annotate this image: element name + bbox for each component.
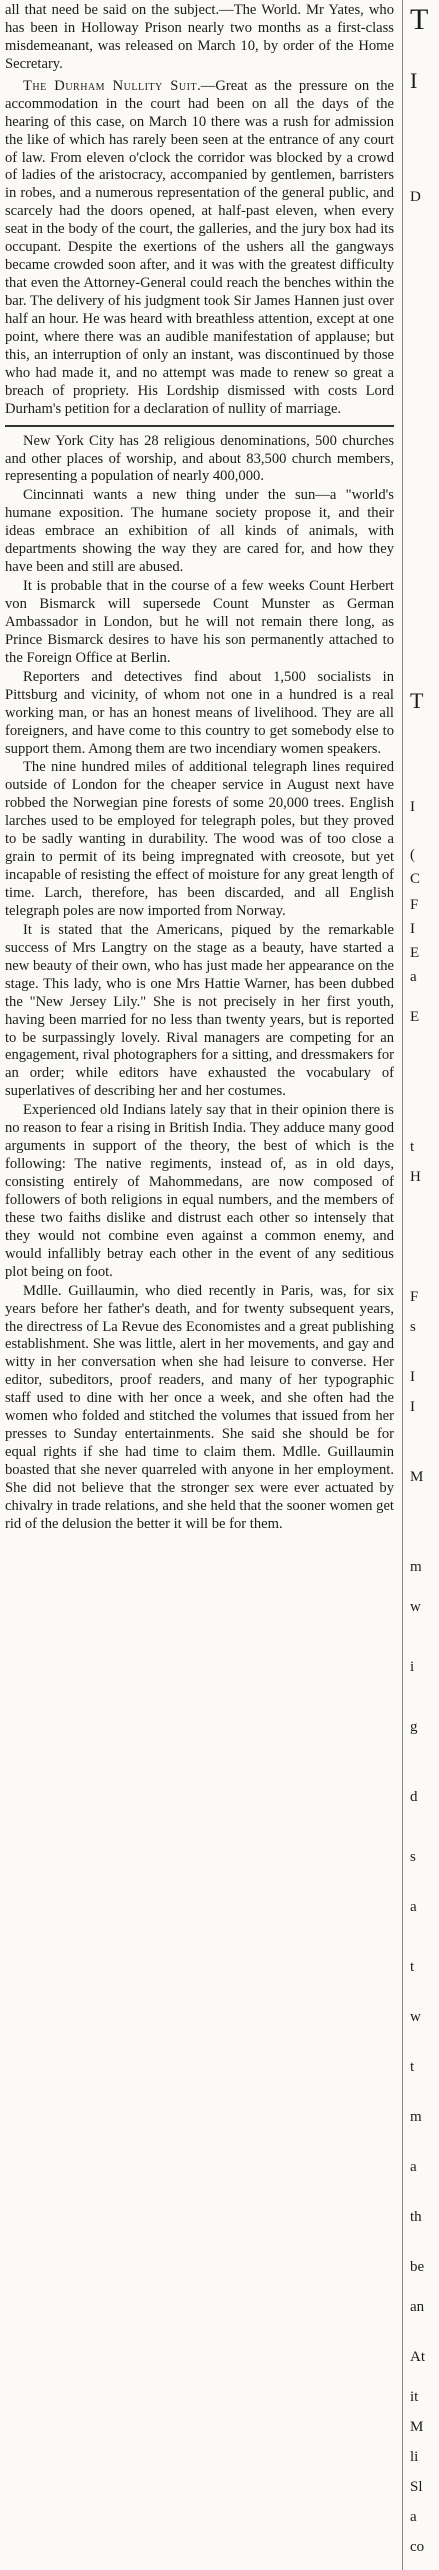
cut-off-text-fragment: g [410,1719,418,1735]
cut-off-text-fragment: H [410,1169,421,1185]
cut-off-text-fragment: m [410,1559,422,1575]
cut-off-text-fragment: t [410,1959,415,1975]
cut-off-text-fragment: w [410,2009,421,2025]
cut-off-text-fragment: a [410,1899,417,1915]
paragraph-text: Cincinnati wants a new thing under the sun—a "world's humane exposition. The humane society propose it, and their ideas embrace an exhibition of all kinds of animals, with departments showing the way they are cared for, and how they have been and still are abused. [5,487,394,576]
paragraph-text: Experienced old Indians lately say that in their opinion there is no reason to fear a rising in British India. They adduce many good arguments in support of the theory, the best of which is the following: The native regiments, instead of, as in old days, consisting entirely of Mahommedans, are now composed of followers of both religions in equal numbers, and the members of these two faiths dislike and distrust each other so intensely that they would not combine even against a common enemy, and would infallibly betray each other in the event of any seditious plot being on foot. [5,1102,394,1280]
cut-off-text-fragment: T [410,3,429,36]
cut-off-text-fragment: I [410,68,418,93]
cut-off-text-fragment: F [410,1289,419,1305]
cut-off-text-fragment: a [410,2509,417,2525]
cut-off-text-fragment: I [410,1369,415,1385]
section-lead: The Durham Nullity Suit [23,77,198,94]
paragraph-text: Reporters and detectives find about 1,500 socialists in Pittsburg and vicinity, of whom not one in a hundred is a real working man, or has an honest means of livelihood. They are all foreigners, and have come to this country to get somebody else to support them. Among them are two incendiary women speakers. [5,668,394,757]
paragraph-text: It is stated that the Americans, piqued by the remarkable success of Mrs Langtry on the stage as a beauty, have started a new beauty of their own, who has just made her appearance on the stage. This lady, who is one Mrs Hattie Warner, has been dubbed the "New Jersey Lily." She is not precisely in her first youth, having been married for no less than twenty years, but is reported to be surpassingly lovely. Rival managers are competing for an engagement, rival photographers for a sitting, and dressmakers for an order; while editors have exhausted the vocabulary of superlatives of describing her and her costumes. [5,921,394,1100]
article-paragraph [5,759,394,920]
cut-off-text-fragment: be [410,2259,425,2275]
article-paragraph [5,922,394,1101]
paragraph-text: Mdlle. Guillaumin, who died recently in Paris, was, for six years before her father's death, and for twenty subsequent years, the directress of La Revue des Economistes and a great publishing establishment. She was little, alert in her movements, and gay and witty in her conversation when she had leisure to converse. Her editor, subeditors, proof readers, and many of her typographic staff used to dine with her once a week, and she often had the women who folded and stitched the volumes that issued from her presses to Sunday entertainments. She said she should be for equal rights if she had time to claim them. Mdlle. Guillaumin boasted that she never quarreled with anyone in her employment. She did not believe that the stronger sex were ever actuated by chivalry in trade relations, and she held that the sooner women get rid of the delusion the better it will be for them. [5,1282,394,1532]
article-paragraph [5,487,394,577]
cut-off-text-fragment: I [410,1399,415,1415]
cut-off-text-fragment: t [410,1139,415,1155]
cut-off-text-fragment: li [410,2449,419,2465]
cut-off-text-fragment: w [410,1599,421,1615]
article-paragraph [5,2,394,74]
adjacent-column-fragment [407,0,439,2570]
section-divider [5,425,394,427]
article-paragraph [5,669,394,759]
cut-off-text-fragment: m [410,2109,422,2125]
paragraph-text: all that need be said on the subject.—The World. Mr Yates, who has been in Holloway Prison nearly two months as a first-class misdemeanant, was released on March 10, by order of the Home Secretary. [5,2,394,72]
cut-off-text-fragment: I [410,799,415,815]
cut-off-text-fragment: D [410,189,421,205]
cut-off-text-fragment: ( [410,847,415,863]
cut-off-text-fragment: i [410,1659,415,1675]
article-paragraph [5,78,394,419]
cut-off-text-fragment: co [410,2539,425,2555]
article-paragraph [5,1102,394,1281]
paragraph-text: It is probable that in the course of a few weeks Count Herbert von Bismarck will supersede Count Munster as German Ambassador in London, but he will not remain there long, as Prince Bismarck desires to have his son permanently attached to the Foreign Office at Berlin. [5,578,394,666]
cut-off-text-fragment: C [410,871,421,887]
cut-off-text-fragment: E [410,1009,420,1025]
cut-off-text-fragment: an [410,2299,425,2315]
cut-off-text-fragment: F [410,897,419,913]
cut-off-text-fragment: a [410,2159,417,2175]
cut-off-text-fragment: At [410,2349,425,2365]
cut-off-text-fragment: d [410,1789,418,1805]
cut-off-text-fragment: s [410,1849,416,1865]
cut-off-text-fragment: Sl [410,2479,423,2495]
cut-off-text-fragment: I [410,921,415,937]
paragraph-text: .—Great as the pressure on the accommodation in the court had been on all the days of the hearing of this case, on March 10 there was a rush for admission the like of which has rarely been seen at the entrance of any court of law. From eleven o'clock the corridor was blocked by a crowd of ladies of the aristocracy, accompanied by gentlemen, barristers in robes, and a numerous representation of the general public, and scarcely had the doors opened, at half-past eleven, when every seat in the body of the court, the galleries, and the jury box had its occupant. Despite the exertions of the ushers all the gangways became crowded soon after, and it was with the greatest difficulty that even the Attorney-General could reach the benches within the bar. The delivery of his judgment took Sir James Hannen just over half an hour. He was heard with breathless attention, except at one point, where there was an audible manifestation of applause; but this, an interruption of only an instant, was discontinued by those who had made it, and no attempt was made to renew so great a breach of propriety. His Lordship dismissed with costs Lord Durham's petition for a declaration of nullity of marriage. [5,77,394,417]
cut-off-text-fragment: a [410,969,417,985]
cut-off-text-fragment: t [410,2059,415,2075]
article-paragraph [5,578,394,668]
paragraph-text: The nine hundred miles of additional telegraph lines required outside of London for the cheaper service in August next have robbed the Norwegian pine forests of some 20,000 trees. English larches used to be employed for telegraph poles, but they proved to be sadly wanting in durability. The wood was of too close a grain to permit of its being impregnated with creosote, but yet incapable of resisting the effect of moisture for any great length of time. Larch, therefore, has been discarded, and all English telegraph poles are now imported from Norway. [5,759,394,919]
cut-off-text-fragment: it [410,2389,419,2405]
cut-off-text-fragment: M [410,2419,424,2435]
article-paragraph [5,1283,394,1534]
cut-off-text-fragment: T [410,688,424,713]
cut-off-text-fragment: th [410,2209,422,2225]
cut-off-text-fragment: M [410,1469,424,1485]
article-paragraph [5,433,394,487]
column-divider [402,0,403,2570]
cut-off-text-fragment: s [410,1319,416,1335]
paragraph-text: New York City has 28 religious denominations, 500 churches and other places of worship, and about 83,500 church members, representing a population of nearly 400,000. [5,432,394,485]
cut-off-text-fragment: E [410,945,420,961]
